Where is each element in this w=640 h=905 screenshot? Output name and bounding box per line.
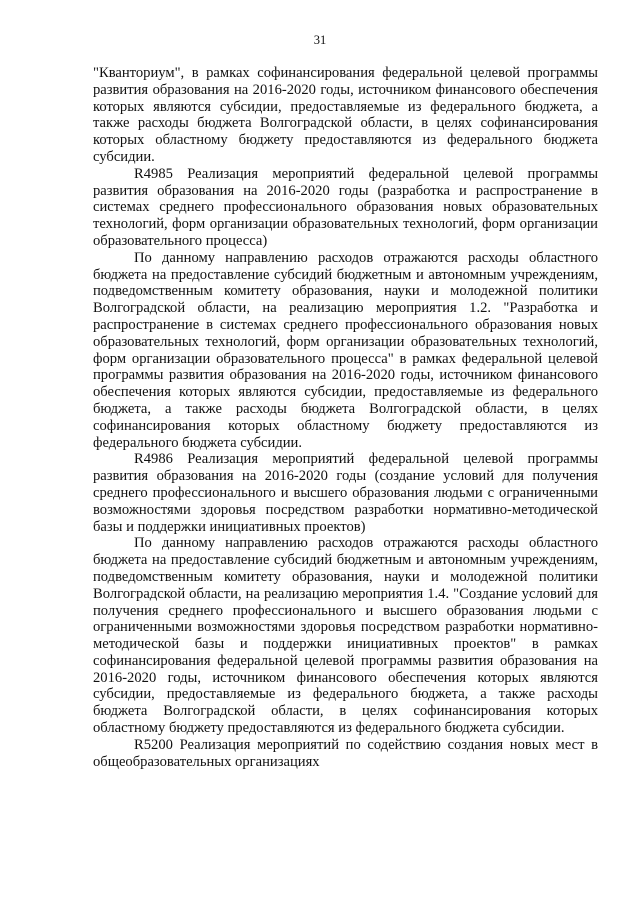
page-number: 31	[313, 33, 327, 47]
paragraph-r5200-heading: R5200 Реализация мероприятий по содействию создания новых мест в общеобразовательных организациях	[93, 736, 598, 770]
page-content	[93, 65, 598, 770]
paragraph-kvantorium-continuation: "Кванториум", в рамках софинансирования федеральной целевой программы развития образования на 2016-2020 годы, источником финансового обеспечения которых являются субсидии, предоставляемые из федерального бюджета, а также расходы бюджета Волгоградской области, в целях софинансирования которых областному бюджету предоставляются из федерального бюджета субсидии.	[93, 65, 598, 165]
paragraph-r4985-description: По данному направлению расходов отражаются расходы областного бюджета на предоставление субсидий бюджетным и автономным учреждениям, подведомственным комитету образования, науки и молодежной политики Волгоградской области, на реализацию мероприятия 1.2. "Разработка и распространение в системах среднего профессионального образования новых образовательных технологий, форм организации образовательных технологий, форм организации образовательного процесса" в рамках федеральной целевой программы развития образования на 2016-2020 годы, источником финансового обеспечения которых являются субсидии, предоставляемые из федерального бюджета, а также расходы бюджета Волгоградской области, в целях софинансирования которых областному бюджету предоставляются из федерального бюджета субсидии.	[93, 249, 598, 451]
paragraph-r4985-heading: R4985 Реализация мероприятий федеральной целевой программы развития образования на 2016-2020 годы (разработка и распространение в системах среднего профессионального образования новых образовательных технологий, форм организации образовательных технологий, форм организации образовательного процесса)	[93, 165, 598, 249]
paragraph-r4986-description: По данному направлению расходов отражаются расходы областного бюджета на предоставление субсидий бюджетным и автономным учреждениям, подведомственным комитету образования, науки и молодежной политики Волгоградской области, на реализацию мероприятия 1.4. "Создание условий для получения среднего профессионального и высшего образования людьми с ограниченными возможностями здоровья посредством разработки нормативно-методической базы и поддержки инициативных проектов" в рамках софинансирования федеральной целевой программы развития образования на 2016-2020 годы, источником финансового обеспечения которых являются субсидии, предоставляемые из федерального бюджета, а также расходы бюджета Волгоградской области, в целях софинансирования которых областному бюджету предоставляются из федерального бюджета субсидии.	[93, 535, 598, 737]
paragraph-r4986-heading: R4986 Реализация мероприятий федеральной целевой программы развития образования на 2016-2020 годы (создание условий для получения среднего профессионального и высшего образования людьми с ограниченными возможностями здоровья посредством разработки нормативно-методической базы и поддержки инициативных проектов)	[93, 451, 598, 535]
